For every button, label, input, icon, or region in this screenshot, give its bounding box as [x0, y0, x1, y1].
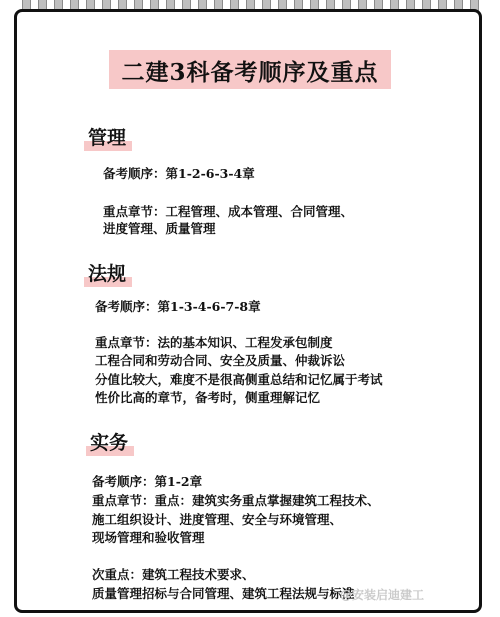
regulations-line-4: 性价比高的章节，备考时，侧重理解记忆 — [95, 390, 321, 405]
practice-key-chapters: 重点章节：重点：建筑实务重点掌握建筑工程技术、 — [92, 493, 380, 508]
practice-line-3: 现场管理和验收管理 — [92, 530, 205, 545]
section-heading-regulations: 法规 — [88, 259, 126, 286]
regulations-key-chapters: 重点章节：法的基本知识、工程发承包制度 — [95, 335, 333, 350]
page-title: 二建3科备考顺序及重点 — [109, 50, 390, 89]
regulations-order: 备考顺序：第1-3-4-6-7-8章 — [95, 299, 261, 314]
practice-line-2: 施工组织设计、进度管理、安全与环境管理、 — [92, 512, 343, 527]
section-heading-management: 管理 — [88, 123, 126, 150]
watermark: @安装启迪建工 — [340, 588, 425, 602]
practice-secondary: 次重点：建筑工程技术要求、 — [92, 567, 255, 582]
practice-secondary-cont: 质量管理招标与合同管理、建筑工程法规与标准 — [92, 586, 355, 601]
regulations-line-3: 分值比较大，难度不是很高侧重总结和记忆属于考试 — [95, 372, 383, 387]
management-order: 备考顺序：第1-2-6-3-4章 — [103, 166, 255, 181]
regulations-line-2: 工程合同和劳动合同、安全及质量、仲裁诉讼 — [95, 353, 346, 368]
management-key-chapters: 重点章节：工程管理、成本管理、合同管理、 — [103, 204, 354, 219]
management-key-chapters-cont: 进度管理、质量管理 — [103, 221, 216, 236]
section-heading-practice: 实务 — [90, 428, 128, 455]
practice-order: 备考顺序：第1-2章 — [92, 474, 203, 489]
